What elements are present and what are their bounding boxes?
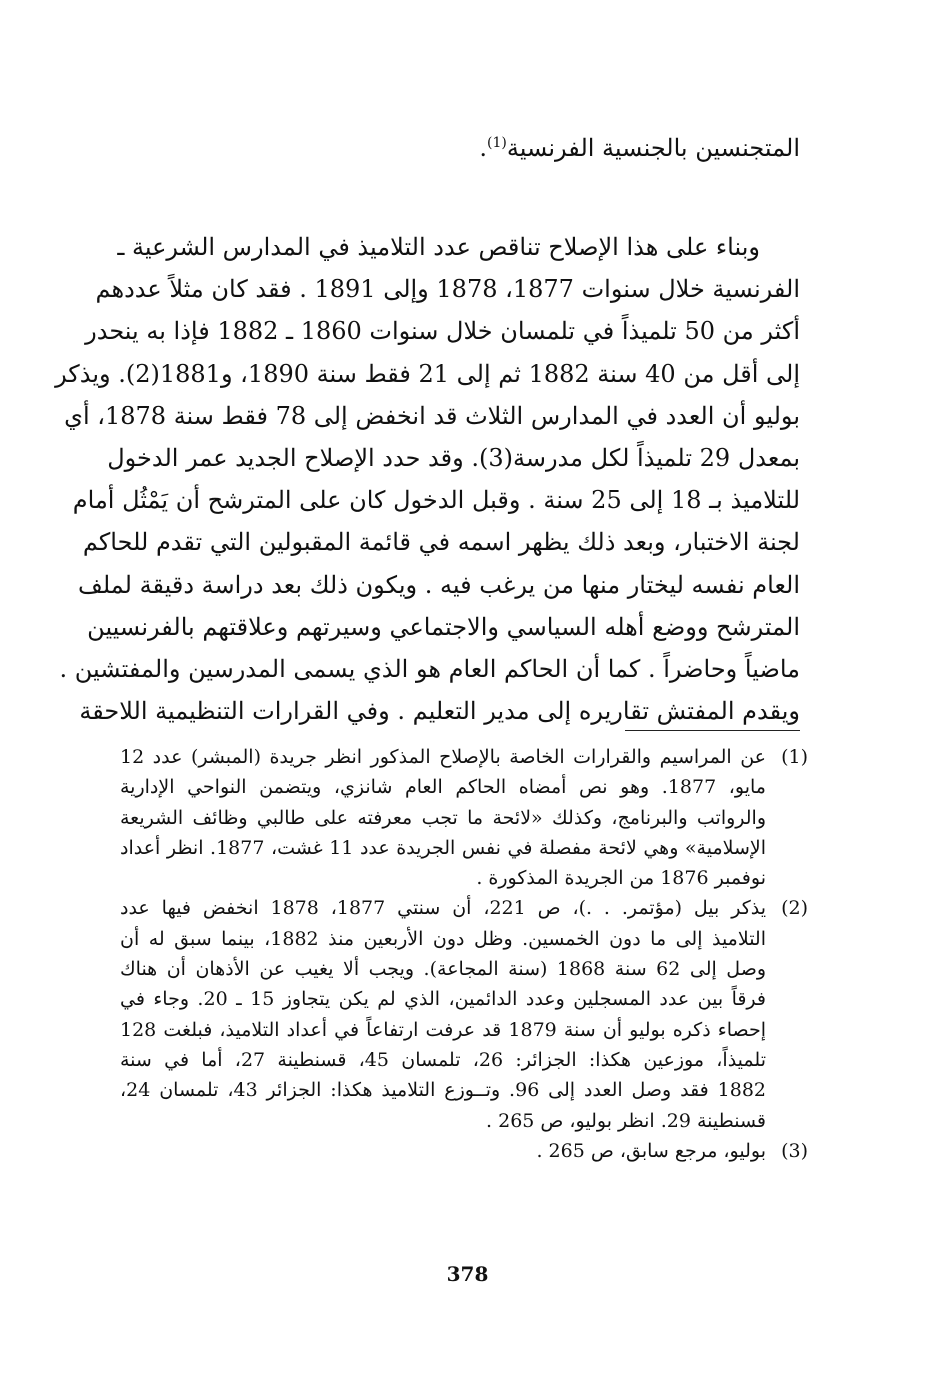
paragraph-line: بمعدل 29 تلميذاً لكل مدرسة(3). وقد حدد الإصلاح الجديد عمر الدخول xyxy=(107,444,800,473)
footnote-number: (2) xyxy=(781,897,808,920)
footnote-line: يذكر بيل (مؤتمر. . .)، ص 221، أن سنتي 1877، 1878 انخفض فيها عدد xyxy=(120,897,767,920)
footnote-line: عن المراسيم والقرارات الخاصة بالإصلاح المذكور انظر جريدة (المبشر) عدد 12 xyxy=(120,746,767,768)
footnote-ref: (1) xyxy=(487,135,507,151)
footnote-line: مايو، 1877. وهو نص أمضاه الحاكم العام شانزي، ويتضمن النواحي الإدارية xyxy=(120,776,766,799)
footnote-number: (1) xyxy=(781,746,808,768)
paragraph-line: أكثر من 50 تلميذاً في تلمسان خلال سنوات 1860 ـ 1882 فإذا به ينحدر xyxy=(85,317,800,346)
paragraph-line: ماضياً وحاضراً . كما أن الحاكم العام هو الذي يسمى المدرسين والمفتشين . xyxy=(59,655,800,684)
footnote-line: فرقاً بين عدد المسجلين وعدد الدائمين، الذي لم يكن يتجاوز 15 ـ 20. وجاء في xyxy=(120,988,767,1011)
paragraph-line: المترشح ووضع أهله السياسي والاجتماعي وسيرتهم وعلاقتهم بالفرنسيين xyxy=(87,612,800,641)
footnote-line: الإسلامية» وهي لائحة مفصلة في نفس الجريدة عدد 11 غشت، 1877. انظر أعداد xyxy=(120,836,766,859)
footnote-line: بوليو، مرجع سابق، ص 265 . xyxy=(536,1139,766,1162)
main-paragraph xyxy=(55,226,800,732)
footnote-line: والرواتب والبرنامج، وكذلك «لائحة ما تجب معرفته على طالبي وظائف الشريعة xyxy=(120,806,767,829)
footnote-line: نوفمبر 1876 من الجريدة المذكورة . xyxy=(476,867,766,890)
footnote-line: وصل إلى 62 سنة 1868 (سنة المجاعة). ويجب ألا يغيب عن الأذهان أن هناك xyxy=(120,958,766,981)
footnote-line: التلاميذ إلى ما دون الخمسين. وظل دون الأربعين منذ 1882، بينما سبق له أن xyxy=(120,927,766,950)
continuation-end: . xyxy=(479,134,487,162)
footnote-line: تلميذاً، موزعين هكذا: الجزائر: 26، تلمسان 45، قسنطينة 27، أما في سنة xyxy=(120,1048,766,1071)
footnote-separator xyxy=(625,730,800,731)
footnote-line: قسنطينة 29. انظر بوليو، ص 265 . xyxy=(486,1109,766,1132)
paragraph-line: لجنة الاختبار، وبعد ذلك يظهر اسمه في قائمة المقبولين التي تقدم للحاكم xyxy=(82,528,800,557)
page-number: 378 xyxy=(446,1262,489,1286)
paragraph-line: وبناء على هذا الإصلاح تناقص عدد التلاميذ في المدارس الشرعية ـ xyxy=(117,233,760,261)
footnote-2 xyxy=(120,893,808,1135)
footnote-1 xyxy=(120,742,808,893)
paragraph-line: العام نفسه ليختار منها من يرغب فيه . ويكون ذلك بعد دراسة دقيقة لملف xyxy=(78,570,800,599)
footnote-line: إحصاء ذكره بوليو أن سنة 1879 قد عرفت ارتفاعاً في أعداد التلاميذ، فبلغت 128 xyxy=(120,1018,766,1041)
footnote-number: (3) xyxy=(781,1139,808,1162)
paragraph-line: الفرنسية خلال سنوات 1877، 1878 وإلى 1891 . فقد كان مثلاً عددهم xyxy=(95,275,800,304)
continuation-text: المتجنسين بالجنسية الفرنسية xyxy=(506,134,800,162)
paragraph-line: بوليو أن العدد في المدارس الثلاث قد انخفض إلى 78 فقط سنة 1878، أي xyxy=(64,401,800,430)
footnotes xyxy=(120,742,808,1166)
footnote-line: 1882 فقد وصل العدد إلى 96. وتــوزع التلاميذ هكذا: الجزائر 43، تلمسان 24، xyxy=(120,1079,767,1102)
paragraph-line: ويقدم المفتش تقاريره إلى مدير التعليم . وفي القرارات التنظيمية اللاحقة xyxy=(79,697,800,726)
continuation-line xyxy=(100,123,800,168)
footnote-3 xyxy=(120,1136,808,1166)
paragraph-line: للتلاميذ بـ 18 إلى 25 سنة . وقبل الدخول كان على المترشح أن يَمْثُل أمام xyxy=(72,486,800,515)
paragraph-line: إلى أقل من 40 سنة 1882 ثم إلى 21 فقط سنة 1890، و1881(2). ويذكر xyxy=(55,359,800,388)
